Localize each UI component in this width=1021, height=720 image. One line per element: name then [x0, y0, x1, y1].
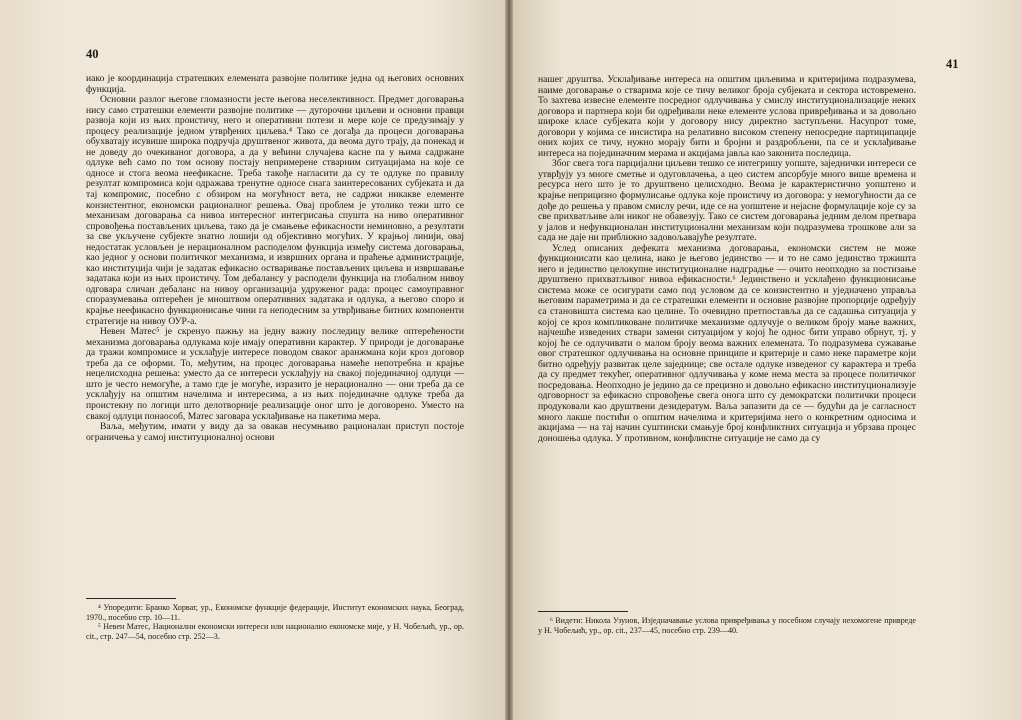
paragraph: Основни разлог његове гломазности јесте његова неселективност. Предмет договарања нису само стратешки елементи развојне политике — дугорочни циљеви и основни правци развоја који из њих проистичу, него и оперативни потези и мере које се предузимају у процесу реализације једном утврђених циљева.⁴ Тако се догађа да процеси договарања обухватају исувише широка подручја друштвеног живота, да веома дуго трају, да понекад и не доведу до очекиваног договора, а да у већини случајева касне па у њима садржане одлуке већ само по том основу постају непримерене стварним ситуацијама на које се односе и стога веома неефикасне. Треба такође нагласити да су те одлуке по правилу резултат компромиса који одражава тренутне односе снага заинтересованих субјеката и да тај компромис, посебно с обзиром на могућност вета, не садржи никакве елементе конзистентног, економски рационалног решења. Овај проблем је утолико тежи што се механизам договарања са нивоа интересног интегрисања спушта на ниво оперативног спровођења постављених циљева, тако да је смањење ефикасности неминовно, а резултати за све укључене субјекте знатно лошији од објективно могућих. У крајњој линији, овај недостатак условљен је нерационалном расподелом функција између система договарања, као једног у основи политичког механизма, и извршних органа и праћење администрације, као институција чији је задатак ефикасно остваривање постављених циљева и извршавање задатака који из њих проистичу. Том дебалансу у расподели функција на глобалном нивоу одговара сличан дебаланс на нивоу организација удруженог рада: процес самоуправног споразумевања оптерећен је мноштвом оперативних задатака и одлука, а његово споро и крајње неефикасно функционисање чини га неподесним за утврђивање битних компоненти стратегије на нивоу ОУР-а. [86, 94, 464, 327]
paragraph: Због свега тога парцијални циљеви тешко се интегришу уопште, заједнички интереси се утврђују уз многе сметње и одуговлачења, а цео систем апсорбује много више времена и ресурса него што је то друштвено целисходно. Веома је карактеристично уопштено и крајње неприцизно формулисање одлука које проистичу из договора: у немогућности да се дође до решења у правом смислу речи, иде се на уопштене и нејасне формулације које су за све прихватљиве али никог не обавезују. Тако се систем договарања једним делом претвара у јалов и нефункционалан институционални механизам који подразумева трошкове али за сада не даје ни приближно задовољавајуће резултате. [538, 158, 916, 244]
left-page [0, 0, 505, 720]
footnotes [538, 616, 916, 635]
page-number: 41 [946, 57, 959, 71]
footnote: ⁴ Упоредити: Бранко Хорват, ур., Економске функције федерације, Институт економских наука, Београд, 1970., посебно стр. 10—11. [86, 603, 464, 622]
page-number: 40 [86, 47, 99, 61]
paragraph: Невен Матес⁵ је скренуо пажњу на једну важну последицу велике оптерећености механизма договарања одлукама које имају оперативни карактер. У природи је договарање да тражи компромисе и усклађује интересе поводом сваког аранжмана који кроз договор треба да се оформи. То, међутим, на процес договарања намеће непотребна и крајње нецелисходна решења: уместо да се интереси усклађују на свакој појединачној одлуци — што је често немогуће, а тамо где је могуће, изразито је нерационално — они треба да се усклађују на општим начелима и интересима, а из њих појединачне одлуке треба да проистекну по логици што делотворније реализације оног што је договорено. Уместо на свакој одлуци понаособ, Матес заговара усклађивање на пакетима мера. [86, 326, 464, 422]
paragraph: Услед описаних дефеката механизма договарања, економски систем не може функционисати као целина, иако је његово јединство — и то не само јединство тржишта него и јединство целокупне институционалне надградње — очито неопходно за постизање друштвено прихватљивог нивоа ефикасности.⁶ Јединствено и усклађено функционисање система може се осигурати само под условом да се конзистентно и уједначено управља његовим параметрима и да се стратешки елементи и основне развојне пропорције одређују са становишта система као целине. То очевидно претпоставља да се садашња ситуација у којој се кроз компликоване политичке механизме одлучује о великом броју мање важних, најчешће изведених ствари замени ситуацијом у којој ће однос бити управо обрнут, тј. у којој ће се одлучивати о малом броју веома важних елемената. То подразумева сужавање овог стратешког одлучивања на основне принципе и критерије и само неке параметре који битно одређују развитак целе заједнице; све остале одлуке изведеног су карактера и треба да су предмет текућег, оперативног одлучивања у коме нема места за процесе политичког посредовања. Неопходно је једино да се прецизно и довољно ефикасно институционализује одговорност за ефикасно спровођење свега онога што су демократски политички процеси продуковали као друштвени дезидератум. Ваља запазити да се — будући да је сагласност много лакше постићи о општим начелима и критеријима него о конкретним односима и акцијама — на тај начин суштински смањује број конфликтних ситуација и убрзава процес доношења одлука. У противном, конфликтне ситуације не само да су [538, 242, 916, 444]
footnotes [86, 603, 464, 641]
footnote-rule [86, 598, 176, 599]
footnote: ⁶ Видети: Никола Узунов, Изједначавање услова привређивања у посебном случају нехомогене привреде у Н. Чобељић, ур., op. cit., 237—45, посебно стр. 239—40. [538, 616, 916, 635]
book-gutter [505, 0, 513, 720]
paragraph: Ваља, међутим, имати у виду да за овакав несумњиво рационалан приступ постоје ограничења у самој институционалној основи [86, 421, 464, 443]
footnote-rule [538, 611, 628, 612]
body-text [538, 75, 916, 444]
paragraph: нашег друштва. Усклађивање интереса на општим циљевима и критеријима подразумева, наиме договарање о стварима које се тичу великог броја субјеката и сектора истовремено. То захтева извесне елементе посредног одлучивања у смислу институционализације неких договора и партнера који би одређивали неке елементе услова привређивања и за довољно широке класе субјеката који у договору нису директно заступљени. Насупрот томе, договори у којима се инсистира на релативно високом степену непосредне партиципације оних којих се тичу, нужно морају бити и бројни и раздробљени, па се и усклађивање интереса на појединачним мерама и акцијама јавља као законита последица. [538, 74, 916, 159]
footnote: ⁵ Невен Матес, Национални економски интереси или национално економске мије, у Н. Чобељић, ур., op. cit., стр. 247—54, посебно стр. 252—3. [86, 622, 464, 641]
paragraph: иако је координација стратешких елемената развојне политике једна од његових основних функција. [86, 73, 464, 95]
body-text [86, 74, 464, 443]
right-page [513, 0, 1021, 720]
